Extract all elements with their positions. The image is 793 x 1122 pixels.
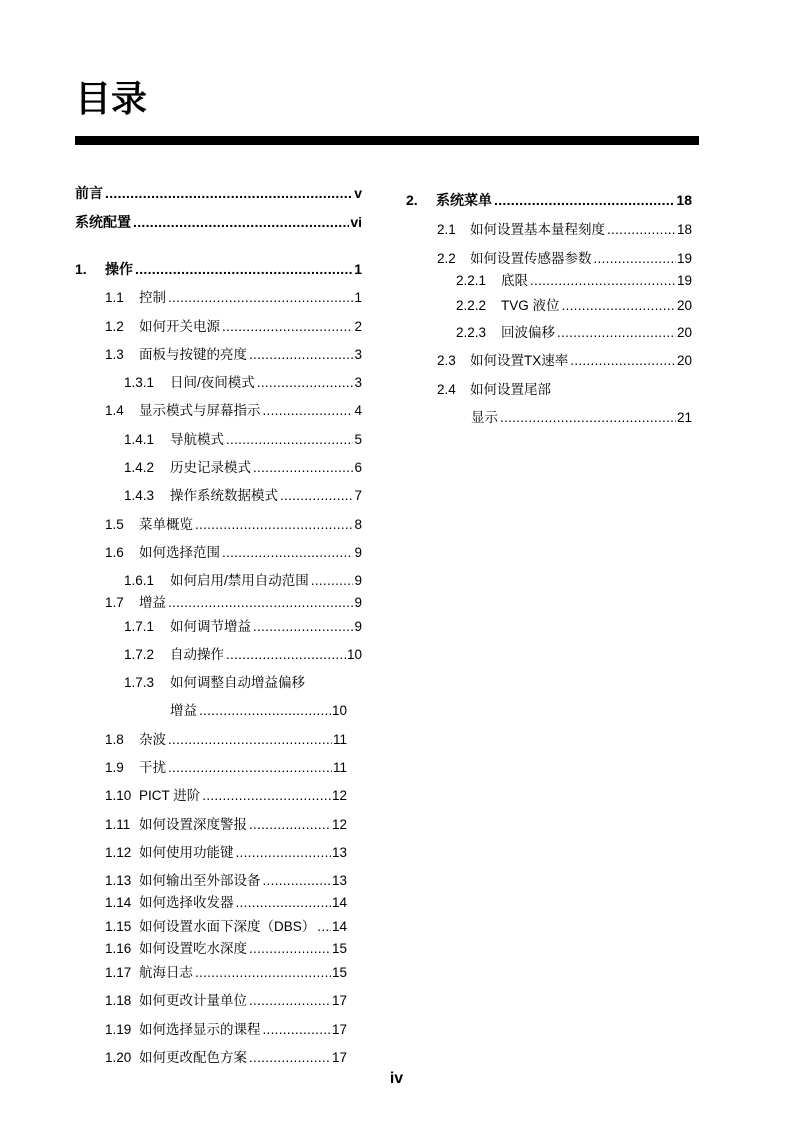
- toc-entry-page: 10: [331, 703, 347, 718]
- toc-entry[interactable]: [105, 594, 362, 612]
- toc-entry-number: 1.7: [105, 595, 124, 610]
- toc-entry-page: 13: [331, 845, 347, 860]
- toc-entry-number: 1.9: [105, 760, 124, 775]
- toc-entry-title: 操作系统数据模式: [170, 488, 278, 503]
- toc-entry-page: 5: [354, 432, 362, 447]
- toc-entry[interactable]: [437, 352, 692, 370]
- dot-leader: [236, 844, 331, 862]
- toc-entry-number: 1.7.2: [124, 647, 155, 662]
- toc-entry-page: 2: [354, 319, 362, 334]
- toc-entry-page: 14: [331, 919, 347, 934]
- toc-entry-page: 6: [354, 460, 362, 475]
- toc-entry[interactable]: [406, 191, 692, 209]
- toc-entry-number: 1.7.3: [124, 675, 155, 690]
- toc-entry-number: 1.6.1: [124, 573, 155, 588]
- toc-entry-title: 如何选择显示的课程: [139, 1022, 261, 1037]
- toc-entry[interactable]: [456, 272, 692, 290]
- toc-entry-number: 1.4.2: [124, 460, 155, 475]
- toc-entry-title: 增益: [139, 595, 166, 610]
- dot-leader: [168, 594, 353, 612]
- toc-entry-title: 如何使用功能键: [139, 845, 234, 860]
- toc-entry-page: 7: [354, 488, 362, 503]
- toc-entry-number: 1.3: [105, 347, 124, 362]
- page-title: 目录: [75, 79, 148, 120]
- toc-entry[interactable]: [437, 381, 692, 399]
- toc-entry-title: 导航模式: [170, 432, 224, 447]
- dot-leader: [249, 346, 353, 364]
- dot-leader: [168, 289, 353, 307]
- toc-entry-number: 1.4: [105, 403, 124, 418]
- toc-entry[interactable]: [105, 402, 362, 420]
- dot-leader: [133, 213, 349, 231]
- toc-entry-title: 回波偏移: [501, 325, 555, 340]
- toc-entry-title: 历史记录模式: [170, 460, 251, 475]
- dot-leader: [168, 731, 332, 749]
- toc-entry-page: 11: [332, 760, 347, 775]
- toc-entry-number: 1.20: [105, 1050, 132, 1065]
- toc-entry-title: 航海日志: [139, 965, 193, 980]
- toc-entry-title: 增益: [170, 703, 197, 718]
- toc-entry-number: 1.10: [105, 788, 132, 803]
- dot-leader: [594, 250, 676, 268]
- dot-leader: [263, 402, 354, 420]
- toc-entry[interactable]: [437, 221, 692, 239]
- toc-entry-page: 17: [331, 1022, 347, 1037]
- toc-entry-title: 如何设置深度警报: [139, 817, 247, 832]
- toc-entry-number: 1.13: [105, 873, 132, 888]
- toc-entry-title: 如何开关电源: [139, 319, 220, 334]
- toc-entry[interactable]: [105, 759, 347, 777]
- toc-entry-page: 8: [354, 517, 362, 532]
- dot-leader: [263, 872, 331, 890]
- toc-entry[interactable]: [105, 544, 362, 562]
- toc-entry[interactable]: [105, 318, 362, 336]
- dot-leader: [222, 544, 353, 562]
- toc-entry-number: 2.4: [437, 382, 456, 397]
- toc-entry-page: 3: [354, 375, 362, 390]
- dot-leader: [226, 431, 353, 449]
- toc-entry-title: PICT 进阶: [139, 788, 201, 803]
- dot-leader: [311, 572, 354, 590]
- toc-entry-page: 12: [331, 788, 347, 803]
- toc-entry[interactable]: [124, 646, 362, 664]
- toc-entry[interactable]: [105, 346, 362, 364]
- toc-entry-number: 1.15: [105, 919, 132, 934]
- toc-entry-title: 如何选择范围: [139, 545, 220, 560]
- toc-entry-number: 1.6: [105, 545, 124, 560]
- dot-leader: [202, 787, 331, 805]
- toc-entry-title: 如何选择收发器: [139, 895, 234, 910]
- dot-leader: [249, 992, 331, 1010]
- toc-entry-page: 9: [354, 619, 362, 634]
- toc-entry[interactable]: [471, 409, 692, 427]
- toc-entry-page: 20: [676, 325, 692, 340]
- toc-entry-title: 显示: [471, 410, 498, 425]
- toc-entry-number: 1.4.3: [124, 488, 155, 503]
- dot-leader: [253, 618, 353, 636]
- toc-entry[interactable]: [105, 992, 347, 1010]
- dot-leader: [105, 184, 353, 202]
- toc-entry[interactable]: [105, 731, 347, 749]
- toc-entry-title: 底限: [501, 273, 528, 288]
- dot-leader: [557, 324, 676, 342]
- toc-entry-page: v: [354, 185, 362, 201]
- toc-entry-number: 1.18: [105, 993, 132, 1008]
- toc-entry-page: 10: [346, 647, 362, 662]
- toc-entry-title: 如何输出至外部设备: [139, 873, 261, 888]
- toc-entry[interactable]: [124, 487, 362, 505]
- toc-entry[interactable]: [105, 516, 362, 534]
- toc-entry-page: 20: [676, 298, 692, 313]
- toc-entry-title: 杂波: [139, 732, 166, 747]
- toc-entry-page: 1: [354, 290, 362, 305]
- toc-entry-title: 如何设置传感器参数: [470, 251, 592, 266]
- toc-entry[interactable]: [105, 1049, 347, 1067]
- toc-entry-page: 4: [354, 403, 362, 418]
- toc-entry-page: 14: [331, 895, 347, 910]
- toc-entry-number: 1.5: [105, 517, 124, 532]
- toc-entry[interactable]: [456, 297, 692, 315]
- toc-entry[interactable]: [105, 816, 347, 834]
- toc-entry-title: 前言: [75, 185, 103, 201]
- dot-leader: [530, 272, 676, 290]
- toc-entry[interactable]: [437, 250, 692, 268]
- dot-leader: [249, 1049, 331, 1067]
- toc-entry-page: 18: [676, 192, 692, 208]
- toc-entry-page: 17: [331, 993, 347, 1008]
- toc-entry[interactable]: [456, 324, 692, 342]
- toc-entry[interactable]: [124, 674, 362, 692]
- toc-entry-number: 1.2: [105, 319, 124, 334]
- toc-entry[interactable]: [124, 374, 362, 392]
- toc-entry-page: 15: [331, 941, 347, 956]
- toc-entry-number: 2.: [406, 192, 418, 208]
- toc-entry-page: 20: [676, 353, 692, 368]
- toc-entry-page: 1: [354, 261, 362, 277]
- toc-entry-page: 15: [331, 965, 347, 980]
- toc-entry[interactable]: [124, 431, 362, 449]
- toc-entry[interactable]: [105, 872, 347, 890]
- dot-leader: [135, 260, 353, 278]
- toc-entry-title: 菜单概览: [139, 517, 193, 532]
- toc-entry-number: 2.2.3: [456, 325, 487, 340]
- toc-entry-number: 1.7.1: [124, 619, 155, 634]
- toc-entry-title: 系统菜单: [436, 192, 492, 208]
- dot-leader: [562, 297, 676, 315]
- toc-entry[interactable]: [124, 459, 362, 477]
- toc-entry-page: vi: [350, 214, 362, 230]
- toc-entry-page: 19: [676, 273, 692, 288]
- dot-leader: [222, 318, 353, 336]
- toc-entry-title: 控制: [139, 290, 166, 305]
- toc-entry-page: 18: [676, 222, 692, 237]
- toc-entry-title: 如何设置尾部: [470, 382, 551, 397]
- toc-entry-page: 17: [331, 1050, 347, 1065]
- toc-entry-title: 如何更改计量单位: [139, 993, 247, 1008]
- toc-entry-number: 2.3: [437, 353, 456, 368]
- dot-leader: [500, 409, 676, 427]
- toc-entry-page: 21: [676, 410, 692, 425]
- toc-entry-number: 1.1: [105, 290, 124, 305]
- toc-entry-page: 19: [676, 251, 692, 266]
- toc-entry-page: 13: [331, 873, 347, 888]
- dot-leader: [236, 894, 331, 912]
- toc-entry-title: TVG 液位: [501, 298, 560, 313]
- toc-entry-title: 如何设置TX速率: [470, 353, 569, 368]
- toc-entry-number: 1.12: [105, 845, 132, 860]
- toc-entry[interactable]: [105, 918, 347, 936]
- toc-entry-page: 12: [331, 817, 347, 832]
- toc-entry-page: 9: [354, 595, 362, 610]
- toc-entry-title: 如何设置吃水深度: [139, 941, 247, 956]
- toc-entry-number: 2.2: [437, 251, 456, 266]
- toc-entry[interactable]: [75, 184, 362, 202]
- toc-entry[interactable]: [75, 260, 362, 278]
- toc-entry-title: 系统配置: [75, 214, 131, 230]
- dot-leader: [280, 487, 353, 505]
- toc-entry[interactable]: [170, 702, 347, 720]
- toc-entry-number: 1.19: [105, 1022, 132, 1037]
- toc-entry-title: 如何调节增益: [170, 619, 251, 634]
- toc-entry-title: 如何设置水面下深度（DBS）: [139, 919, 316, 934]
- toc-entry[interactable]: [105, 787, 347, 805]
- toc-entry-number: 1.3.1: [124, 375, 155, 390]
- toc-entry[interactable]: [105, 940, 347, 958]
- toc-entry-number: 1.4.1: [124, 432, 155, 447]
- toc-entry-title: 显示模式与屏幕指示: [139, 403, 261, 418]
- dot-leader: [257, 374, 354, 392]
- toc-entry-page: 3: [354, 347, 362, 362]
- toc-entry-title: 如何设置基本量程刻度: [470, 222, 605, 237]
- toc-entry-number: 2.2.1: [456, 273, 487, 288]
- toc-entry-number: 1.: [75, 261, 87, 277]
- toc-entry[interactable]: [105, 844, 347, 862]
- toc-entry-title: 面板与按键的亮度: [139, 347, 247, 362]
- toc-entry-number: 1.17: [105, 965, 132, 980]
- toc-entry-page: 9: [354, 573, 362, 588]
- dot-leader: [249, 816, 331, 834]
- toc-entry-title: 如何调整自动增益偏移: [170, 675, 305, 690]
- dot-leader: [494, 191, 675, 209]
- dot-leader: [263, 1021, 331, 1039]
- toc-entry-title: 日间/夜间模式: [170, 375, 255, 390]
- toc-entry-title: 干扰: [139, 760, 166, 775]
- toc-entry-number: 1.8: [105, 732, 124, 747]
- toc-entry[interactable]: [124, 572, 362, 590]
- toc-entry-title: 操作: [105, 261, 133, 277]
- toc-entry[interactable]: [105, 964, 347, 982]
- toc-entry[interactable]: [105, 1021, 347, 1039]
- toc-entry-number: 2.2.2: [456, 298, 487, 313]
- page-number: iv: [389, 1070, 404, 1087]
- dot-leader: [249, 940, 331, 958]
- dot-leader: [168, 759, 332, 777]
- title-divider: [75, 136, 699, 145]
- toc-entry-title: 如何更改配色方案: [139, 1050, 247, 1065]
- dot-leader: [607, 221, 676, 239]
- toc-entry-page: 11: [332, 732, 347, 747]
- toc-entry-number: 2.1: [437, 222, 456, 237]
- dot-leader: [317, 918, 331, 936]
- toc-entry-number: 1.14: [105, 895, 132, 910]
- toc-entry-title: 自动操作: [170, 647, 224, 662]
- dot-leader: [195, 516, 353, 534]
- toc-entry[interactable]: [105, 894, 347, 912]
- toc-entry[interactable]: [105, 289, 362, 307]
- dot-leader: [199, 702, 331, 720]
- toc-entry-page: 9: [354, 545, 362, 560]
- dot-leader: [195, 964, 331, 982]
- toc-entry-number: 1.11: [105, 817, 131, 832]
- toc-entry-title: 如何启用/禁用自动范围: [170, 573, 309, 588]
- toc-entry[interactable]: [124, 618, 362, 636]
- dot-leader: [570, 352, 676, 370]
- toc-entry-number: 1.16: [105, 941, 132, 956]
- toc-entry[interactable]: [75, 213, 362, 231]
- dot-leader: [226, 646, 346, 664]
- dot-leader: [253, 459, 353, 477]
